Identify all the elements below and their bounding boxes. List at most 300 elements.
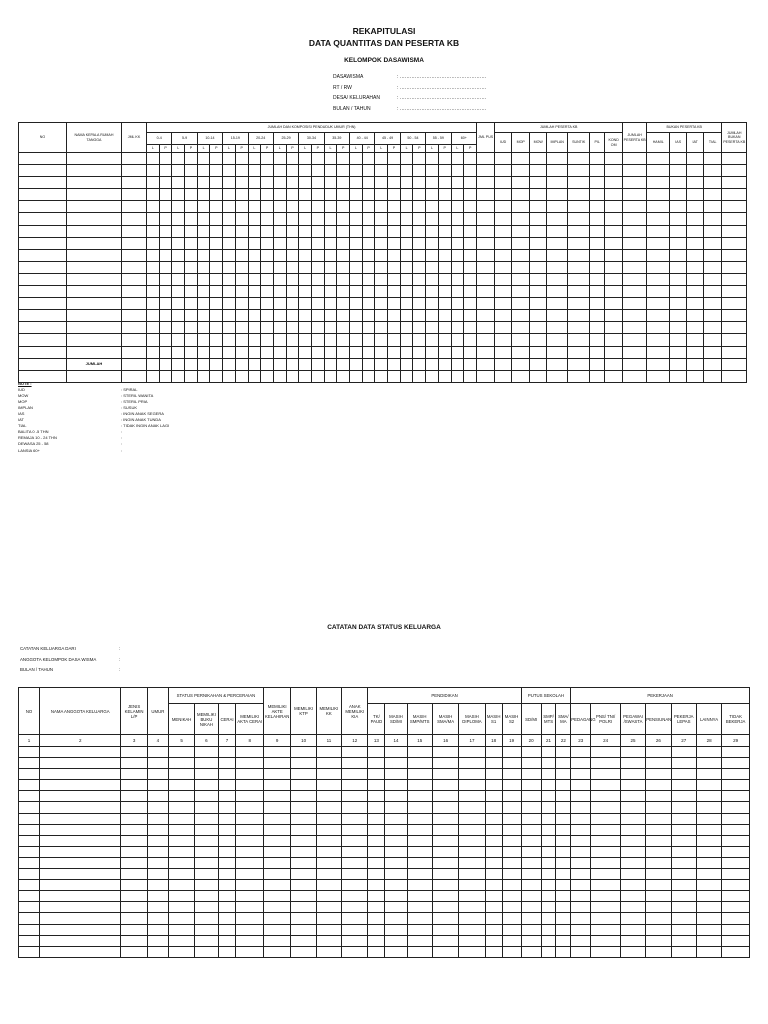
table-cell bbox=[236, 935, 263, 946]
table-cell bbox=[337, 310, 350, 322]
table-cell bbox=[172, 201, 185, 213]
table-cell bbox=[195, 769, 218, 780]
table-cell bbox=[121, 780, 147, 791]
table-cell bbox=[591, 946, 621, 957]
table-cell bbox=[362, 201, 375, 213]
table-cell bbox=[168, 902, 194, 913]
table-cell bbox=[168, 891, 194, 902]
table-cell bbox=[291, 769, 316, 780]
table-cell bbox=[426, 201, 439, 213]
table-cell bbox=[432, 857, 458, 868]
table-row bbox=[19, 322, 747, 334]
table-cell bbox=[210, 322, 223, 334]
table-cell bbox=[291, 880, 316, 891]
table-cell bbox=[261, 346, 274, 358]
table-cell bbox=[671, 758, 696, 769]
table-cell bbox=[400, 177, 413, 189]
table-cell bbox=[590, 213, 605, 225]
table-cell bbox=[413, 298, 426, 310]
table-cell bbox=[400, 358, 413, 370]
table-cell bbox=[311, 189, 324, 201]
table-cell bbox=[646, 946, 671, 957]
table-cell bbox=[459, 902, 485, 913]
table-cell bbox=[236, 758, 263, 769]
table-cell bbox=[591, 780, 621, 791]
table-cell bbox=[722, 177, 747, 189]
table-cell bbox=[261, 225, 274, 237]
table-cell bbox=[311, 225, 324, 237]
table-cell bbox=[236, 747, 263, 758]
table-cell bbox=[400, 322, 413, 334]
table-cell bbox=[385, 902, 407, 913]
table-cell bbox=[541, 824, 556, 835]
table-cell bbox=[273, 237, 286, 249]
table-cell bbox=[40, 813, 121, 824]
table-cell bbox=[350, 322, 363, 334]
table-cell bbox=[337, 322, 350, 334]
table-cell bbox=[477, 189, 495, 201]
table-cell bbox=[547, 249, 568, 261]
table-cell bbox=[413, 165, 426, 177]
table-cell bbox=[286, 165, 299, 177]
table-cell bbox=[541, 802, 556, 813]
table-cell bbox=[197, 358, 210, 370]
table-cell bbox=[413, 213, 426, 225]
kb-method: MOP bbox=[512, 133, 530, 153]
table-cell bbox=[168, 857, 194, 868]
table-cell bbox=[385, 924, 407, 935]
table-cell bbox=[620, 813, 645, 824]
table-cell bbox=[459, 835, 485, 846]
table-cell bbox=[413, 201, 426, 213]
table-cell bbox=[591, 802, 621, 813]
table-cell bbox=[591, 880, 621, 891]
table-cell bbox=[299, 322, 312, 334]
column-number: 4 bbox=[147, 735, 168, 747]
table-cell bbox=[362, 286, 375, 298]
table-cell bbox=[541, 869, 556, 880]
table-cell bbox=[342, 835, 368, 846]
table-cell bbox=[477, 334, 495, 346]
table-cell bbox=[223, 213, 236, 225]
table-cell bbox=[342, 813, 368, 824]
table-cell bbox=[147, 249, 160, 261]
table-cell bbox=[291, 824, 316, 835]
table-cell bbox=[485, 780, 502, 791]
table-row bbox=[19, 201, 747, 213]
table-cell bbox=[512, 225, 530, 237]
table-cell bbox=[432, 747, 458, 758]
field-value: : ……………………………………………. bbox=[397, 84, 487, 91]
table-cell bbox=[722, 791, 750, 802]
table-cell bbox=[316, 935, 341, 946]
table-cell bbox=[375, 370, 388, 382]
table-cell bbox=[547, 189, 568, 201]
table-cell bbox=[286, 370, 299, 382]
table-cell bbox=[324, 273, 337, 285]
table-cell bbox=[530, 346, 547, 358]
col-kk: MEMILIKI KK bbox=[316, 688, 341, 735]
table-cell bbox=[291, 913, 316, 924]
table-cell bbox=[368, 857, 385, 868]
table-cell bbox=[210, 261, 223, 273]
table-cell bbox=[568, 310, 590, 322]
table-cell bbox=[273, 298, 286, 310]
table-cell bbox=[521, 824, 541, 835]
table-cell bbox=[426, 153, 439, 165]
table-cell bbox=[556, 835, 571, 846]
table-cell bbox=[571, 813, 591, 824]
table-cell bbox=[248, 346, 261, 358]
table-row bbox=[19, 891, 750, 902]
table-cell bbox=[368, 946, 385, 957]
table-cell bbox=[248, 177, 261, 189]
table-cell bbox=[571, 880, 591, 891]
table-cell bbox=[185, 237, 198, 249]
table-cell bbox=[556, 946, 571, 957]
table-cell bbox=[19, 946, 40, 957]
table-cell bbox=[502, 913, 521, 924]
table-cell bbox=[541, 835, 556, 846]
table-cell bbox=[375, 213, 388, 225]
table-cell bbox=[19, 891, 40, 902]
table-cell bbox=[316, 880, 341, 891]
table-cell bbox=[502, 769, 521, 780]
age-group: 40 - 44 bbox=[350, 133, 375, 145]
table-cell bbox=[722, 334, 747, 346]
table-cell bbox=[464, 249, 477, 261]
table-cell bbox=[350, 261, 363, 273]
table-cell bbox=[696, 802, 721, 813]
table-cell bbox=[512, 213, 530, 225]
table-cell bbox=[121, 769, 147, 780]
table-cell bbox=[459, 857, 485, 868]
note-key: IUD bbox=[18, 387, 25, 393]
column-number: 15 bbox=[407, 735, 432, 747]
table-cell bbox=[568, 225, 590, 237]
table-cell bbox=[147, 273, 160, 285]
table-cell bbox=[512, 201, 530, 213]
table-cell bbox=[350, 237, 363, 249]
table-cell bbox=[521, 780, 541, 791]
table-cell bbox=[168, 758, 194, 769]
lp-label: L bbox=[197, 145, 210, 153]
table-cell bbox=[407, 769, 432, 780]
table-cell bbox=[19, 802, 40, 813]
table-cell bbox=[646, 813, 671, 824]
table-cell bbox=[67, 249, 122, 261]
table-cell bbox=[121, 791, 147, 802]
table-cell bbox=[407, 791, 432, 802]
table-cell bbox=[248, 153, 261, 165]
table-cell bbox=[342, 747, 368, 758]
column-number: 24 bbox=[591, 735, 621, 747]
table-cell bbox=[385, 813, 407, 824]
table-cell bbox=[407, 924, 432, 935]
table-cell bbox=[235, 322, 248, 334]
table-cell bbox=[687, 249, 704, 261]
table-cell bbox=[40, 891, 121, 902]
table-cell bbox=[368, 780, 385, 791]
table-cell bbox=[704, 273, 722, 285]
table-cell bbox=[67, 322, 122, 334]
table-cell bbox=[696, 813, 721, 824]
table-cell bbox=[197, 261, 210, 273]
table-cell bbox=[521, 857, 541, 868]
table-cell bbox=[591, 913, 621, 924]
table-cell bbox=[291, 902, 316, 913]
table-cell bbox=[451, 334, 464, 346]
table-cell bbox=[195, 924, 218, 935]
table-cell bbox=[299, 189, 312, 201]
table-cell bbox=[451, 261, 464, 273]
table-cell bbox=[620, 846, 645, 857]
table-cell bbox=[342, 891, 368, 902]
table-cell bbox=[464, 310, 477, 322]
table-cell bbox=[671, 835, 696, 846]
table-cell bbox=[324, 225, 337, 237]
table-cell bbox=[235, 201, 248, 213]
table-row bbox=[19, 935, 750, 946]
column-number: 19 bbox=[502, 735, 521, 747]
table-cell bbox=[121, 813, 147, 824]
note-value: : bbox=[121, 447, 123, 453]
table-cell bbox=[362, 273, 375, 285]
table-cell bbox=[400, 225, 413, 237]
table-cell bbox=[696, 869, 721, 880]
table-cell bbox=[263, 880, 290, 891]
table-cell bbox=[521, 802, 541, 813]
age-group: 5-9 bbox=[172, 133, 197, 145]
table-cell bbox=[432, 835, 458, 846]
table-cell bbox=[368, 924, 385, 935]
table-cell bbox=[495, 165, 512, 177]
table-cell bbox=[19, 346, 67, 358]
note-value: : INGIN ANAK TUNDA bbox=[121, 417, 161, 423]
table-cell bbox=[571, 857, 591, 868]
table-cell bbox=[147, 334, 160, 346]
table-cell bbox=[451, 322, 464, 334]
table-cell bbox=[620, 924, 645, 935]
column-number: 3 bbox=[121, 735, 147, 747]
table-cell bbox=[696, 891, 721, 902]
table-cell bbox=[362, 346, 375, 358]
table-cell bbox=[121, 891, 147, 902]
table-cell bbox=[521, 902, 541, 913]
table-cell bbox=[286, 201, 299, 213]
table-cell bbox=[670, 225, 687, 237]
table-cell bbox=[19, 237, 67, 249]
table-cell bbox=[605, 177, 623, 189]
table-cell bbox=[547, 213, 568, 225]
table-cell bbox=[195, 824, 218, 835]
table-cell bbox=[263, 747, 290, 758]
table-cell bbox=[426, 237, 439, 249]
table-cell bbox=[722, 924, 750, 935]
table-cell bbox=[704, 298, 722, 310]
table-cell bbox=[571, 946, 591, 957]
table-cell bbox=[438, 286, 451, 298]
table-cell bbox=[530, 370, 547, 382]
lp-label: L bbox=[248, 145, 261, 153]
table-cell bbox=[485, 769, 502, 780]
table-cell bbox=[210, 153, 223, 165]
table-cell bbox=[210, 225, 223, 237]
table-cell bbox=[324, 165, 337, 177]
table-cell bbox=[646, 902, 671, 913]
number-row bbox=[19, 735, 750, 747]
family-status-table bbox=[18, 687, 750, 958]
table-cell bbox=[375, 201, 388, 213]
table-cell bbox=[413, 286, 426, 298]
table-cell bbox=[464, 358, 477, 370]
table-cell bbox=[413, 346, 426, 358]
table-cell bbox=[696, 769, 721, 780]
table-cell bbox=[687, 177, 704, 189]
table-cell bbox=[261, 177, 274, 189]
table-cell bbox=[722, 758, 750, 769]
table-cell bbox=[521, 891, 541, 902]
table-cell bbox=[172, 165, 185, 177]
table-cell bbox=[195, 846, 218, 857]
table-cell bbox=[368, 791, 385, 802]
table-cell bbox=[571, 891, 591, 902]
column-number: 22 bbox=[556, 735, 571, 747]
table-cell bbox=[19, 201, 67, 213]
table-cell bbox=[605, 189, 623, 201]
table-cell bbox=[147, 802, 168, 813]
table-cell bbox=[324, 249, 337, 261]
kb-method: IMPLAN bbox=[547, 133, 568, 153]
table-cell bbox=[375, 153, 388, 165]
table-cell bbox=[530, 298, 547, 310]
table-cell bbox=[388, 298, 401, 310]
table-cell bbox=[218, 791, 236, 802]
table-cell bbox=[159, 261, 172, 273]
note-key: DEWASA 25 - 58 bbox=[18, 441, 49, 447]
header-row bbox=[19, 123, 747, 133]
table-cell bbox=[671, 880, 696, 891]
pekerjaan-col: LAINNYA bbox=[696, 704, 721, 735]
table-cell bbox=[147, 913, 168, 924]
table-cell bbox=[261, 322, 274, 334]
table-cell bbox=[722, 869, 750, 880]
table-cell bbox=[273, 346, 286, 358]
table-cell bbox=[147, 846, 168, 857]
lp-label: L bbox=[223, 145, 236, 153]
table-cell bbox=[197, 370, 210, 382]
table-cell bbox=[459, 880, 485, 891]
table-cell bbox=[647, 370, 670, 382]
table-cell bbox=[261, 237, 274, 249]
table-cell bbox=[185, 273, 198, 285]
table-cell bbox=[261, 334, 274, 346]
lp-label: L bbox=[350, 145, 363, 153]
table-cell bbox=[121, 824, 147, 835]
table-cell bbox=[502, 935, 521, 946]
table-cell bbox=[502, 891, 521, 902]
table-cell bbox=[147, 237, 160, 249]
table-cell bbox=[647, 334, 670, 346]
table-cell bbox=[687, 213, 704, 225]
table-cell bbox=[368, 758, 385, 769]
table-cell bbox=[541, 747, 556, 758]
table-cell bbox=[324, 177, 337, 189]
table-cell bbox=[291, 924, 316, 935]
table-cell bbox=[541, 791, 556, 802]
table-cell bbox=[407, 780, 432, 791]
table-cell bbox=[530, 261, 547, 273]
table-cell bbox=[195, 891, 218, 902]
table-cell bbox=[223, 177, 236, 189]
column-number: 27 bbox=[671, 735, 696, 747]
table-cell bbox=[40, 835, 121, 846]
table-cell bbox=[670, 370, 687, 382]
table-cell bbox=[432, 791, 458, 802]
table-cell bbox=[620, 902, 645, 913]
table-cell bbox=[385, 857, 407, 868]
table-cell bbox=[261, 370, 274, 382]
table-cell bbox=[324, 153, 337, 165]
table-cell bbox=[521, 747, 541, 758]
table-cell bbox=[620, 791, 645, 802]
table-cell bbox=[299, 286, 312, 298]
putus-col: SMA/ MA bbox=[556, 704, 571, 735]
table-cell bbox=[185, 334, 198, 346]
rekap-table bbox=[18, 122, 747, 383]
table-cell bbox=[337, 298, 350, 310]
total-label: JUMLAH bbox=[67, 358, 122, 370]
table-cell bbox=[623, 334, 647, 346]
table-cell bbox=[223, 225, 236, 237]
table-cell bbox=[451, 177, 464, 189]
table-cell bbox=[485, 924, 502, 935]
table-cell bbox=[571, 902, 591, 913]
table-cell bbox=[722, 370, 747, 382]
table-cell bbox=[316, 780, 341, 791]
table-cell bbox=[286, 249, 299, 261]
table-cell bbox=[342, 802, 368, 813]
lp-label: P bbox=[261, 145, 274, 153]
table-cell bbox=[235, 273, 248, 285]
table-cell bbox=[426, 286, 439, 298]
table-cell bbox=[350, 213, 363, 225]
table-cell bbox=[620, 835, 645, 846]
table-cell bbox=[591, 747, 621, 758]
table-row bbox=[19, 835, 750, 846]
table-cell bbox=[236, 835, 263, 846]
table-cell bbox=[512, 177, 530, 189]
table-cell bbox=[495, 189, 512, 201]
table-cell bbox=[350, 249, 363, 261]
table-cell bbox=[223, 346, 236, 358]
table-cell bbox=[197, 213, 210, 225]
field-label: DESA/ KELURAHAN bbox=[333, 95, 380, 102]
column-number: 14 bbox=[385, 735, 407, 747]
table-cell bbox=[571, 846, 591, 857]
table-cell bbox=[432, 813, 458, 824]
table-cell bbox=[286, 189, 299, 201]
table-cell bbox=[722, 261, 747, 273]
table-cell bbox=[311, 201, 324, 213]
table-cell bbox=[687, 237, 704, 249]
table-cell bbox=[530, 358, 547, 370]
table-cell bbox=[571, 935, 591, 946]
column-number: 16 bbox=[432, 735, 458, 747]
table-cell bbox=[704, 358, 722, 370]
table-cell bbox=[687, 310, 704, 322]
table-cell bbox=[261, 189, 274, 201]
